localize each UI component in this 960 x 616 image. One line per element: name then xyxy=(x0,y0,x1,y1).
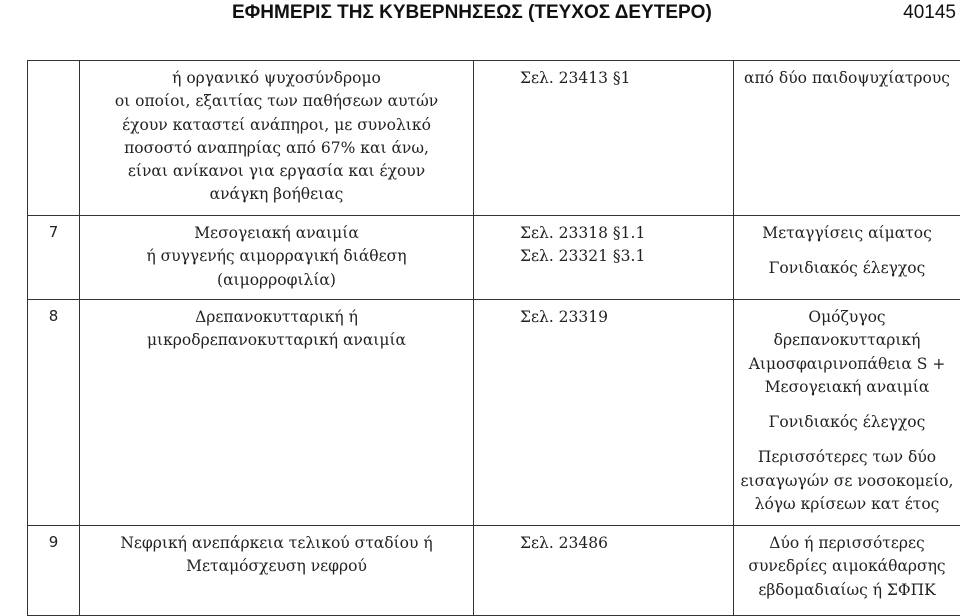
line-gap xyxy=(734,434,960,446)
page-number: 40145 xyxy=(903,2,956,24)
reference-cell xyxy=(474,216,734,300)
benefits-table xyxy=(27,60,960,616)
requirement-cell-line: από δύο παιδοψυχίατρους xyxy=(734,67,960,90)
requirement-cell-line: Ομόζυγος xyxy=(734,306,960,329)
condition-cell-line: Μεσογειακή αναιμία xyxy=(80,222,473,245)
table-row xyxy=(28,300,960,526)
condition-cell xyxy=(80,216,474,300)
requirement-cell xyxy=(734,300,960,526)
row-number: 7 xyxy=(28,216,80,300)
requirement-cell-line: Γονιδιακός έλεγχος xyxy=(734,411,960,434)
requirement-cell-line: δρεπανοκυτταρική xyxy=(734,329,960,352)
condition-cell-line: είναι ανίκανοι για εργασία και έχουν xyxy=(80,160,473,183)
condition-cell-line: ποσοστό αναπηρίας από 67% και άνω, xyxy=(80,137,473,160)
condition-cell-line: Νεφρική ανεπάρκεια τελικού σταδίου ή xyxy=(80,532,473,555)
condition-cell-line: Μεταμόσχευση νεφρού xyxy=(80,555,473,578)
requirement-cell-line: Μεταγγίσεις αίματος xyxy=(734,222,960,245)
condition-cell-line: ή συγγενής αιμορραγική διάθεση xyxy=(80,245,473,268)
condition-cell-line: έχουν καταστεί ανάπηροι, με συνολικό xyxy=(80,114,473,137)
requirement-cell-line: εβδομαδιαίως ή ΣΦΠΚ xyxy=(734,579,960,602)
requirement-cell-line: Αιμοσφαιρινοπάθεια S + xyxy=(734,353,960,376)
condition-cell-line: ή οργανικό ψυχοσύνδρομο xyxy=(80,67,473,90)
row-number xyxy=(28,61,80,216)
reference-cell-line: Σελ. 23319 xyxy=(520,306,733,329)
page-header xyxy=(0,0,960,30)
condition-cell xyxy=(80,61,474,216)
requirement-cell-line: εισαγωγών σε νοσοκομείο, xyxy=(734,470,960,493)
condition-cell-line: μικροδρεπανοκυτταρική αναιμία xyxy=(80,329,473,352)
reference-cell-line: Σελ. 23321 §3.1 xyxy=(520,245,733,268)
condition-cell xyxy=(80,300,474,526)
row-number: 9 xyxy=(28,526,80,616)
line-gap xyxy=(734,399,960,411)
table-row xyxy=(28,216,960,300)
reference-cell xyxy=(474,61,734,216)
requirement-cell-line: Γονιδιακός έλεγχος xyxy=(734,257,960,280)
requirement-cell xyxy=(734,61,960,216)
reference-cell-line: Σελ. 23486 xyxy=(520,532,733,555)
requirement-cell-line: Μεσογειακή αναιμία xyxy=(734,376,960,399)
condition-cell-line: οι οποίοι, εξαιτίας των παθήσεων αυτών xyxy=(80,90,473,113)
requirement-cell-line: συνεδρίες αιμοκάθαρσης xyxy=(734,555,960,578)
requirement-cell-line: Περισσότερες των δύο xyxy=(734,446,960,469)
row-number: 8 xyxy=(28,300,80,526)
requirement-cell xyxy=(734,526,960,616)
reference-cell-line: Σελ. 23413 §1 xyxy=(520,67,733,90)
reference-cell xyxy=(474,526,734,616)
requirement-cell xyxy=(734,216,960,300)
table-body xyxy=(28,61,960,616)
requirement-cell-line: Δύο ή περισσότερες xyxy=(734,532,960,555)
condition-cell xyxy=(80,526,474,616)
table-row xyxy=(28,61,960,216)
gazette-title: ΕΦΗΜΕΡΙΣ ΤΗΣ ΚΥΒΕΡΝΗΣΕΩΣ (ΤΕΥΧΟΣ ΔΕΥΤΕΡΟ) xyxy=(232,2,712,24)
condition-cell-line: Δρεπανοκυτταρική ή xyxy=(80,306,473,329)
table-row xyxy=(28,526,960,616)
requirement-cell-line: λόγω κρίσεων κατ έτος xyxy=(734,493,960,516)
condition-cell-line: ανάγκη βοήθειας xyxy=(80,183,473,206)
reference-cell xyxy=(474,300,734,526)
reference-cell-line: Σελ. 23318 §1.1 xyxy=(520,222,733,245)
line-gap xyxy=(734,245,960,257)
condition-cell-line: (αιμορροφιλία) xyxy=(80,269,473,292)
